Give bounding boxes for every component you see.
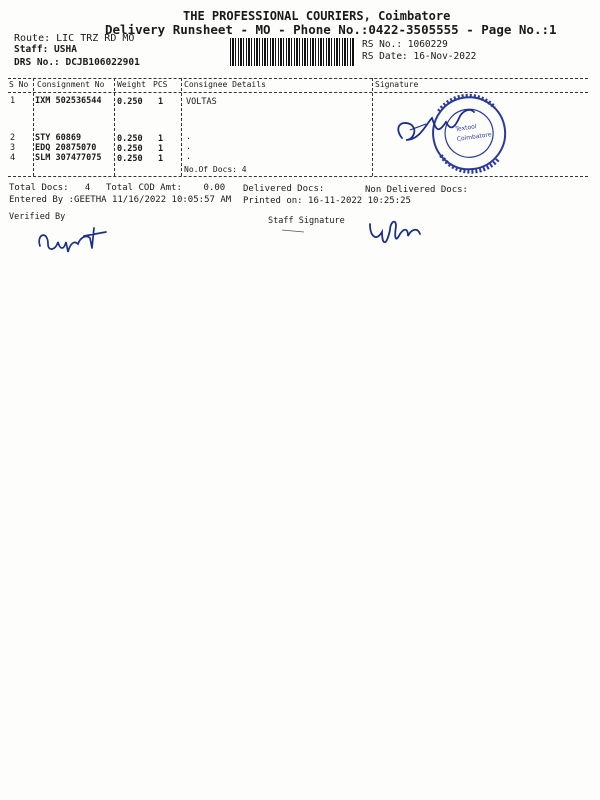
cell-pcs: 1 — [158, 97, 164, 107]
rs-date: RS Date: 16-Nov-2022 — [362, 51, 477, 62]
svg-text:Coimbatore: Coimbatore — [456, 131, 492, 143]
col-header-pcs: PCS — [153, 80, 168, 89]
cell-consignee: . — [186, 132, 192, 142]
col-header-consignee: Consignee Details — [184, 80, 266, 89]
no-of-docs: No.Of Docs: 4 — [184, 165, 247, 174]
entered-by: Entered By :GEETHA 11/16/2022 10:05:57 AM — [9, 195, 232, 205]
cell-consignee: . — [186, 152, 192, 162]
verified-by-label: Verified By — [9, 212, 66, 222]
cell-consignment: STY 60869 — [35, 133, 82, 143]
col-header-sno: S No — [9, 80, 29, 89]
cell-weight: 0.250 — [117, 144, 143, 154]
cell-pcs: 1 — [158, 134, 164, 144]
col-divider — [181, 78, 182, 176]
svg-text:Textool: Textool — [454, 123, 477, 134]
barcode — [230, 38, 355, 66]
staff-signature-icon — [366, 214, 436, 254]
company-title: THE PROFESSIONAL COURIERS, Coimbatore — [183, 9, 451, 23]
cell-consignee: . — [186, 142, 192, 152]
drs-number: DRS No.: DCJB106022901 — [14, 57, 140, 68]
delivery-signature-icon — [380, 100, 490, 160]
cell-sno: 3 — [10, 143, 16, 153]
col-header-weight: Weight — [117, 80, 146, 89]
cell-weight: 0.250 — [117, 154, 143, 164]
cell-consignee: VOLTAS — [186, 97, 217, 107]
route-label: Route: LIC TRZ RD MO — [14, 33, 135, 44]
cell-pcs: 1 — [158, 144, 164, 154]
staff-label: Staff: USHA — [14, 44, 77, 55]
cell-sno: 2 — [10, 133, 16, 143]
col-divider — [372, 78, 373, 176]
dash-mark-icon — [280, 226, 310, 236]
total-cod: Total COD Amt: 0.00 — [106, 183, 226, 193]
staff-signature-label: Staff Signature — [268, 216, 345, 226]
non-delivered-docs: Non Delivered Docs: — [365, 185, 468, 195]
cell-weight: 0.250 — [117, 97, 143, 107]
cell-consignment: IXM 502536544 — [35, 96, 102, 106]
cell-consignment: SLM 307477075 — [35, 153, 102, 163]
printed-on: Printed on: 16-11-2022 10:25:25 — [243, 196, 411, 206]
col-header-consignment: Consignment No — [37, 80, 105, 89]
verified-signature-icon — [34, 222, 114, 262]
total-docs: Total Docs: 4 — [9, 183, 91, 193]
runsheet-subtitle: Delivery Runsheet - MO - Phone No.:0422-3505555 - Page No.:1 — [105, 22, 557, 37]
cell-sno: 4 — [10, 153, 16, 163]
rs-number: RS No.: 1060229 — [362, 39, 448, 50]
cell-consignment: EDQ 20875070 — [35, 143, 97, 153]
cell-pcs: 1 — [158, 154, 164, 164]
cell-weight: 0.250 — [117, 134, 143, 144]
col-divider — [33, 78, 34, 176]
cell-sno: 1 — [10, 96, 16, 106]
table-header-rule — [8, 92, 588, 93]
delivered-docs: Delivered Docs: — [243, 184, 325, 194]
col-divider — [114, 78, 115, 176]
table-top-rule — [8, 78, 588, 79]
col-header-signature: Signature — [375, 80, 419, 89]
